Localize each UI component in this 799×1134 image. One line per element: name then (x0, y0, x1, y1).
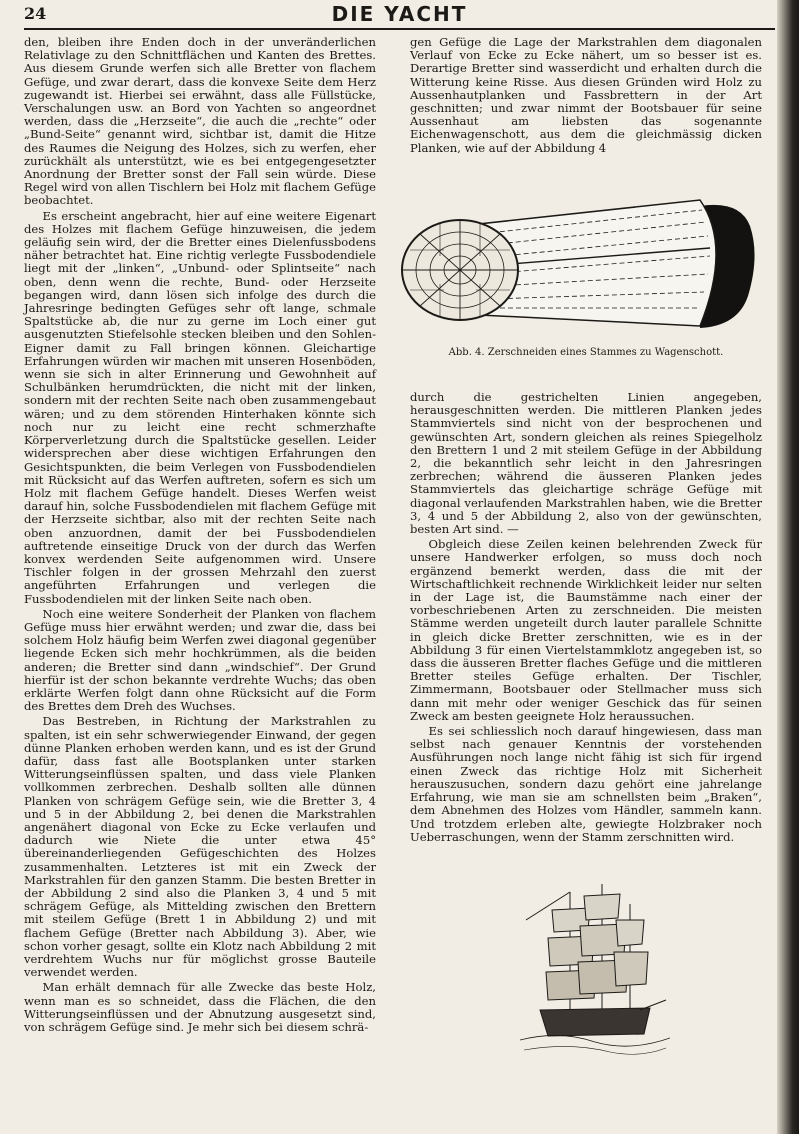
figure-caption: Abb. 4. Zerschneiden eines Stammes zu Wagenschott. (448, 347, 724, 358)
paragraph: Das Bestreben, in Richtung der Markstrahlen zu spalten, ist ein sehr schwerwiegender Einwand, der gegen dünne Planken erhoben werden kann, und es ist der Grund dafür, dass fast alle Bootsplanken unter starken Witterungseinflüssen spalten, und dass viele Planken vollkommen zerbrechen. Deshalb sollten alle dünnen Planken von schrägem Gefüge sein, wie die Bretter 3, 4 und 5 in der Abbildung 2, bei denen die Markstrahlen angenähert diagonal von Ecke zu Ecke verlaufen und dadurch wie Niete die unter etwa 45° übereinanderliegenden Gefügeschichten des Holzes zusammenhalten. Letzteres ist mit ein Zweck der Markstrahlen für den ganzen Stamm. Die besten Bretter in der Abbildung 2 sind also die Planken 3, 4 und 5 mit schrägem Gefüge, als Mittelding zwischen den Brettern mit steilem Gefüge (Brett 1 in Abbildung 2) und mit flachem Gefüge (Bretter nach Abbildung 3). Aber, wie schon vorher gesagt, sollte ein Klotz nach Abbildung 2 mit verdrehtem Wuchs nur für möglichst grosse Bauteile verwendet werden. (24, 714, 376, 980)
running-head-title: DIE YACHT (331, 2, 468, 26)
log-cutting-figure (400, 186, 772, 361)
paragraph: Noch eine weitere Sonderheit der Planken von flachem Gefüge muss hier erwähnt werden; und zwar die, dass bei solchem Holz häufig beim Werfen zwei diagonal gegenüber liegende Ecken sich mehr hochkrümmen, als die beiden anderen; die Bretter sind dann „windschief“. Der Grund hierfür ist der schon bekannte verdrehte Wuchs; das oben erklärte Werfen folgt dann ohne Rücksicht auf die Form des Brettes dem Dreh des Wuchses. (24, 606, 376, 714)
paragraph: Es erscheint angebracht, hier auf eine weitere Eigenart des Holzes mit flachem Gefüge hinzuweisen, die jedem geläufig sein wird, der die Bretter eines Dielenfussbodens näher betrachtet hat. Eine richtig verlegte Fussbodendiele liegt mit der „linken“, „Unbund- oder Splintseite“ nach oben, denn wenn die rechte, Bund- oder Herzseite begangen wird, dann lösen sich infolge des durch die Jahresringe bedingten Gefüges sehr oft lange, schmale Spaltstücke ab, die nur zu gerne im Loch einer gut ausgenutzten Stiefelsohle stecken bleiben und den Sohlen-Eigner damit zu Fall bringen können. Gleichartige Erfahrungen würden wir machen mit unseren Hosenböden, wenn sie sich in alter Erinnerung und Gewohnheit auf Schulbänken herumdrückten, die nicht mit der linken, sondern mit der rechten Seite nach oben zusammengebaut wären; und zu dem störenden Hinterhaken könnte sich noch nur zu leicht eine recht schmerzhafte Körperverletzung durch die Spaltstücke gesellen. Leider widersprechen aber diese wichtigen Erfahrungen den Gesichtspunkten, die beim Verlegen von Fussbodendielen mit Rücksicht auf das Werfen auftreten, sofern es sich um Holz mit flachem Gefüge handelt. Dieses Werfen weist darauf hin, solche Fussbodendielen mit flachem Gefüge mit der Herzseite sichtbar, also mit der rechten Seite nach oben anzuordnen, damit der bei Fussbodendielen auftretende einseitige Druck von der durch das Werfen konvex werdenden Seite aufgenommen wird. Unsere Tischler folgen in der grossen Mehrzahl den zuerst angeführten Erfahrungen und verlegen die Fussbodendielen mit der linken Seite nach oben. (24, 208, 376, 606)
left-column (24, 36, 376, 1036)
ship-vignette (520, 880, 670, 1060)
sailing-ship-illustration (520, 880, 670, 1060)
paragraph: Man erhält demnach für alle Zwecke das beste Holz, wenn man es so schneidet, dass die Flächen, die den Witterungseinflüssen und der Abnutzung ausgesetzt sind, von schrägem Gefüge sind. Je mehr sich bei diesem schrä- (24, 980, 376, 1035)
header-rule (24, 28, 775, 30)
right-column-top (410, 36, 762, 157)
log-illustration (400, 186, 772, 346)
paragraph: Es sei schliesslich noch darauf hingewiesen, dass man selbst nach genauer Kenntnis der vorstehenden Ausführungen noch lange nicht fähig ist sich für irgend einen Zweck das richtige Holz mit Sicherheit herauszusuchen, sondern dazu gehört eine jahrelange Erfahrung, wie man sie am schnellsten beim „Braken“, dem Abnehmen des Holzes vom Händler, sammeln kann. Und trotzdem erleben alte, gewiegte Holzbraker noch Ueberraschungen, wenn der Stamm zerschnitten wird. (410, 724, 762, 844)
page-edge-shadow (777, 0, 799, 1134)
paragraph: durch die gestrichelten Linien angegeben, herausgeschnitten werden. Die mittleren Planken jedes Stammviertels sind nicht von der besprochenen und gewünschten Art, sondern gleichen als reines Spiegelholz den Brettern 1 und 2 mit steilem Gefüge in der Abbildung 2, die bekanntlich sehr leicht in den Jahresringen zerbrechen; während die äusseren Planken jedes Stammviertels das gleichartige schräge Gefüge mit diagonal verlaufenden Markstrahlen haben, wie die Bretter 3, 4 und 5 der Abbildung 2, also von der gewünschten, besten Art sind. — (410, 390, 762, 537)
page-number: 24 (24, 4, 47, 23)
right-column-bottom (410, 391, 762, 846)
paragraph: den, bleiben ihre Enden doch in der unveränderlichen Relativlage zu den Schnittflächen und Kanten des Brettes. Aus diesem Grunde werfen sich alle Bretter von flachem Gefüge, und zwar derart, dass die konvexe Seite dem Herz zugewandt ist. Hierbei sei erwähnt, dass alle Füllstücke, Verschalungen usw. an Bord von Yachten so angeordnet werden, dass die „Herzseite“, die auch die „rechte“ oder „Bund-Seite“ genannt wird, sichtbar ist, damit die Hitze des Raumes die Neigung des Holzes, sich zu werfen, eher zurückhält als unterstützt, wie es bei entgegengesetzter Anordnung der Bretter sonst der Fall sein würde. Diese Regel wird von allen Tischlern bei Holz mit flachem Gefüge beobachtet. (24, 35, 376, 208)
paragraph: gen Gefüge die Lage der Markstrahlen dem diagonalen Verlauf von Ecke zu Ecke nähert, um so besser ist es. Derartige Bretter sind wasserdicht und erhalten durch die Witterung keine Risse. Aus diesen Gründen wird Holz zu Aussenhautplanken und Fassbrettern in der Art geschnitten; und zwar nimmt der Bootsbauer für seine Aussenhaut am liebsten das sogenannte Eichenwagenschott, aus dem die gleichmässig dicken Planken, wie auf der Abbildung 4 (410, 35, 762, 155)
paragraph: Obgleich diese Zeilen keinen belehrenden Zweck für unsere Handwerker erfolgen, so muss doch noch ergänzend bemerkt werden, dass die mit der Wirtschaftlichkeit rechnende Wirklichkeit leider nur selten in der Lage ist, die Baumstämme nach einer der vorbeschriebenen Arten zu zerschneiden. Die meisten Stämme werden ungeteilt durch lauter parallele Schnitte in gleich dicke Bretter zerschnitten, wie es in der Abbildung 3 für einen Viertelstammklotz angegeben ist, so dass die äusseren Bretter flaches Gefüge und die mittleren Bretter steiles Gefüge erhalten. Der Tischler, Zimmermann, Bootsbauer oder Stellmacher muss sich dann mit mehr oder weniger Geschick das für seinen Zweck am besten geeignete Holz heraussuchen. (410, 537, 762, 723)
